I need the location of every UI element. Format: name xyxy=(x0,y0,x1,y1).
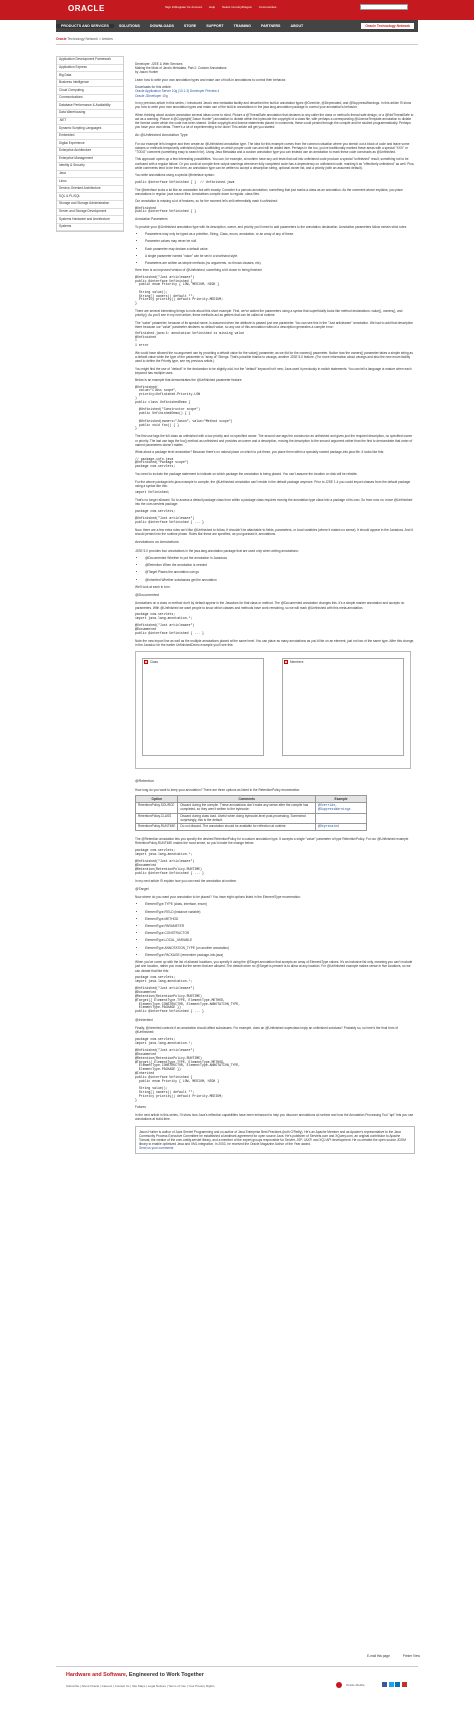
breadcrumb-otn[interactable]: Technology Network xyxy=(67,37,98,41)
section-heading: Futures xyxy=(135,1105,146,1110)
code-block: import Unfinished; xyxy=(135,490,170,495)
paragraph: Here then is an improved version of @Unfinished, something a bit closer to being finished: xyxy=(135,268,263,273)
list-item: • Parameters are written as simple methods (no arguments, no throws clauses, etc). xyxy=(145,261,415,265)
list-item: • Each parameter may declare a default value. xyxy=(145,247,415,251)
sidebar-item[interactable]: Java xyxy=(57,171,123,179)
figure-label: Members xyxy=(290,660,304,665)
list-item: • ElementType.FIELD (instance variable) xyxy=(145,910,415,914)
list-item: • @Retention When the annotation is needed xyxy=(145,563,415,567)
breadcrumb-brand[interactable]: Oracle xyxy=(56,37,67,41)
oracle-logo[interactable]: ORACLE xyxy=(68,4,105,13)
download-link-oas[interactable]: Oracle Application Server 10g (10.1.3) Developer Preview 4 xyxy=(135,89,220,94)
twitter-icon[interactable] xyxy=(389,1682,394,1687)
table-row: RetentionPolicy.RUNTIME Do not discard. The annotation should be available for reflection at runtime. @Deprecated xyxy=(136,824,367,831)
footer-tagline: Hardware and Software, Engineered to Work Together xyxy=(66,1672,204,1678)
search-input[interactable] xyxy=(360,4,408,10)
meta-annotations-list xyxy=(145,556,415,582)
sidebar-item[interactable]: Data Warehousing xyxy=(57,110,123,118)
table-header: Option Comments Example xyxy=(136,796,367,803)
paragraph: The @Retention annotation lets you specify the desired RetentionPolicy for a custom annotation type. It accepts a single "value" parameter of type RetentionPolicy. For our @Unfinished example RetentionPolicy.RUNTIME makes the most sense, so you'd make the change below: xyxy=(135,837,409,846)
nav-products[interactable]: PRODUCTS AND SERVICES xyxy=(56,24,114,28)
nav-about[interactable]: ABOUT xyxy=(290,24,304,28)
paragraph: Finally, @Inherited controls if an annotation should affect subclasses. For example, does an @Unfinished superclass imply an unfinished subclass? Probably so, so here's the final form of @Unfinished: xyxy=(135,1026,398,1035)
oracle-mobile-icon xyxy=(336,1682,342,1688)
article-author: by Jason Hunter xyxy=(135,70,159,75)
section-heading: An @Unfinished Annotation Type xyxy=(135,133,188,138)
paragraph: The @interface looks a lot like an annotation but with exactly. Consider it a pseudo-annotation, something that just marks a class as an annotation. As the comment above explains, you place annotations in regular .java source files. Annotations compile down to regular .class files. xyxy=(135,187,403,196)
paragraph: In my previous article in this series, I introduced Java's new metadata facility and described the built-in annotation types @Override, @Deprecated, and @SuppressWarnings. In this article I'll show you how to write your own annotation types and make use of the built-in annotations in the java.lang.annotation package to control your annotation's behavior. xyxy=(135,100,412,110)
sidebar-item[interactable]: Linux xyxy=(57,178,123,186)
list-item: • @Target Places the annotation can go xyxy=(145,570,415,574)
section-heading: @Inherited xyxy=(135,1017,153,1022)
paragraph: To provide your @Unfinished annotation type with its description, owner, and priority you'll need to add parameters to the annotation declaration. Annotation parameters follow certain strict rules: xyxy=(135,224,407,229)
paragraph: This approach opens up a few interesting possibilities. You can, for example, at runtime have any unit tests that call into unfinished code produce a special "unfinished" result, something not to be confused with a regular failure. Or you could at compile time output warnings whenever fully completed code has a dependency on unfinished code, marking it as "effectively unfinished" as well. Plus, while comments tend to be free-form, an annotation type can be written to accept a description string, optional owner list, and a priority (with an assumed default). xyxy=(135,157,415,170)
social-icons xyxy=(382,1682,408,1687)
nav-training[interactable]: TRAINING xyxy=(233,24,251,28)
sidebar-item[interactable]: Business Intelligence xyxy=(57,80,123,88)
table-row: RetentionPolicy.CLASS Discard during class load. Useful when doing bytecode-level post-processing. Somewhat surprisingly, this is the default. xyxy=(136,813,367,824)
list-item: • A single parameter named "value" can be set in a shorthand style. xyxy=(145,254,415,258)
code-block: package com.servlets; import java.lang.annotation.*; @Unfinished("Just articleware") @Documented @Retention(RetentionPolicy.RUNTIME) @Target({ ElementType.TYPE, ElementType.METHOD, ElementType.CONSTRUCTOR, ElementType.ANNOTATION_TYPE, ElementType.PACKAGE }) @Inherited public @interface Unfinished { public enum Priority { LOW, MEDIUM, HIGH } String value(); String[] owners() default ""; Priority priority() default Priority.MEDIUM; } xyxy=(135,1036,241,1102)
element-type-list xyxy=(145,902,415,957)
downloads-label: Downloads for this article: xyxy=(135,85,172,90)
article-intro: Learn how to write your own annotation types and make use of built-in annotations to control their behavior. xyxy=(135,77,287,82)
sidebar-item[interactable]: Dynamic Scripting Languages xyxy=(57,125,123,133)
paragraph: We'll look at each in turn. xyxy=(135,585,171,590)
sidebar-item[interactable]: Communications xyxy=(57,95,123,103)
figure-image-members xyxy=(282,658,404,756)
broken-image-icon: × xyxy=(285,660,287,665)
divider xyxy=(56,44,418,45)
top-bar xyxy=(0,0,474,20)
paragraph: Note the new import line as well as the multiple annotations placed at the same level. You can place as many annotations as you'd like on an element, just not two of the same type. After this change, in the Javadoc for the earlier UnfinishedDemo example you'll see this: xyxy=(135,639,415,648)
article-body xyxy=(135,62,415,1162)
paragraph: That's no longer allowed. So to access a default package class from within a package class requires moving the annotation type class into a package of its own. So from now on, move @Unfinished into the com.servlets package: xyxy=(135,498,413,507)
footer xyxy=(56,1666,418,1702)
otn-button[interactable]: Oracle Technology Network xyxy=(361,23,414,29)
youtube-icon[interactable] xyxy=(402,1682,407,1687)
broken-image-icon: × xyxy=(145,660,147,665)
paragraph: Our annotation is missing a lot of features, so for the moment let's self-referentially mark it unfinished: xyxy=(135,199,278,204)
sidebar-item[interactable]: Application Development Framework xyxy=(57,57,123,65)
comments-link[interactable]: Send us your comments xyxy=(139,1146,174,1151)
page-tools xyxy=(355,1654,420,1658)
list-item: • Parameter values may never be null. xyxy=(145,239,415,243)
sidebar-item[interactable]: Cloud Computing xyxy=(57,87,123,95)
code-block: package com.servlets; import java.lang.annotation.*; @Unfinished("Just articleware") @Documented public @interface Unfinished { ... } xyxy=(135,612,204,636)
code-block: // package-info.java @Unfinished("Package scope") package com.servlets; xyxy=(135,456,189,469)
linkedin-icon[interactable] xyxy=(395,1682,400,1687)
article-header xyxy=(135,62,415,75)
section-heading: Annotation Parameters xyxy=(135,217,168,222)
country-link[interactable]: Select Country/Region xyxy=(222,5,253,9)
figure-label: Class xyxy=(150,660,158,665)
paragraph: When you've come up with the list of allowed locations, you specify it using the @Target annotation that accepts an array of ElementType values. It's an inclusive list only, meaning you can't exclude just one location, rather you must list the seven that are allowed. The default when no @Target is present is to allow at any location. For @Unfinished example makes sense in five locations, so we can dictate that like this: xyxy=(135,960,413,973)
sidebar-item[interactable]: Big Data xyxy=(57,72,123,80)
section-heading: @Documented xyxy=(135,593,160,598)
list-item: • @Inherited Whether subclasses get the annotation xyxy=(145,578,415,582)
list-item: • ElementType.PARAMETER xyxy=(145,924,415,928)
printer-view-link[interactable]: Printer View xyxy=(402,1654,420,1658)
paragraph: Now, there are a few extra rules we'd like @Unfinished to follow. It shouldn't be attachable to fields, parameters, or local variables (where it makes no sense). It should appear in the Javadocs. And it should persist into the runtime phase. Rules like these are specified, as you guessed it, annotations. xyxy=(135,528,413,537)
paragraph: What about a package level annotation? Because there's no natural place on which to put these, you place them within a specially named package-info.java file. It looks like this: xyxy=(135,450,385,455)
facebook-icon[interactable] xyxy=(382,1682,387,1687)
sidebar-item[interactable]: Embedded xyxy=(57,133,123,141)
code-block: package com.servlets; import java.lang.annotation.*; @Unfinished("Just articleware") @Documented @Retention(RetentionPolicy.RUNTIME) public @interface Unfinished { ... } xyxy=(135,847,204,875)
list-item: • ElementType.CONSTRUCTOR xyxy=(145,931,415,935)
downloads-block xyxy=(135,85,415,98)
list-item: • ElementType.ANNOTATION_TYPE (on another annotation) xyxy=(145,946,415,950)
code-block: @Unfinished("Just articleware") public @interface Unfinished { public enum Priority { LOW, MEDIUM, HIGH } String value(); String[] owners() default ""; Priority priority() default Priority.MEDIUM; } xyxy=(135,274,223,306)
code-block: package com.servlets; import java.lang.annotation.*; @Unfinished("Just articleware") @Documented @Retention(RetentionPolicy.RUNTIME) @Target({ ElementType.TYPE, ElementType.METHOD, ElementType.CONSTRUCTOR, ElementType.ANNOTATION_TYPE, ElementType.PACKAGE }) public @interface Unfinished { ... } xyxy=(135,974,241,1014)
sidebar-item[interactable]: Database Performance & Availability xyxy=(57,102,123,110)
bio-text: Jason Hunter is author of Java Servlet Programming and co-author of Java Enterprise Best Practices (both O'Reilly). He's an Apache Member and as Apache's representative to the Java Community Process Executive Committee he established a landmark agreement for open source Java. He's publisher of Servlets.com and XQuery.com, an original contributor to Apache Tomcat, the creator of the com.oreilly.servlet library, and a member of the expert groups responsible for Servlet, JSP, JAXP, and XQJ API development. He co-created the open source JDOM library to enable optimized Java and XML integration. In 2003, he received the Oracle Magazine Author of the Year award. xyxy=(139,1130,406,1147)
footer-links[interactable]: Subscribe | About Oracle | Careers | Contact Us | Site Maps | Legal Notices | Terms of Use | Your Privacy Rights xyxy=(66,1684,215,1688)
paragraph: Now where do you want your annotation to be placed? You have eight options listed in the ElementType enumeration: xyxy=(135,894,301,899)
breadcrumb: Oracle Technology Network > Articles xyxy=(56,37,113,41)
paragraph: We could have allowed the no-argument use by providing a default value for the value() parameter, as we did for the owners() parameter. Notice how the owners() parameter takes a simple string as a default value while the type of the parameter is "array of" Strings. That's possible thanks to varargs, another J2SE 5.0 feature. (For more information about varargs and also the new enum facility used to define the Priority type, see my previous article.) xyxy=(135,350,413,364)
sidebar-item[interactable]: Service-Oriented Architecture xyxy=(57,186,123,194)
paragraph: The "value" parameter, because of its special name, is assumed when the attribute is passed just one parameter. You can see this in the "Just articleware" annotation. We had to add that description there because our "value" parameter declares no default value, so any use of this annotation without a description generates a compile error: xyxy=(135,320,414,330)
nav-support[interactable]: SUPPORT xyxy=(206,24,224,28)
code-block: public @interface Unfinished { } // Unfinished.java xyxy=(135,179,235,184)
sidebar-item[interactable]: Storage and Storage Administration xyxy=(57,201,123,209)
paragraph: There are several interesting things to note about this short example. First, we've added the parameters using a syntax that superficially looks like method declarations: value(), owners(), and priority(). As you'll see in my next article, these methods act as getters that can be called at runtime. xyxy=(135,309,403,318)
author-bio xyxy=(135,1126,415,1154)
code-block: @Unfinished( value="Class scope", priority=Unfinished.Priority.LOW ) public class UnfinishedDemo { @Unfinished("Constructor scope") public UnfinishedDemo() { } @Unfinished(owners="Jason", value="Method scope") public void foo() { } } xyxy=(135,384,233,431)
sidebar-item[interactable]: Identity & Security xyxy=(57,163,123,171)
table-row: RetentionPolicy.SOURCE Discard during the compile. These annotations don't make any sense after the compile has completed, so they aren't written to the bytecode. @Override, @SuppressWarnings xyxy=(136,803,367,814)
list-item: • @Documented Whether to put the annotation in Javadocs xyxy=(145,556,415,560)
nav-downloads[interactable]: DOWNLOADS xyxy=(149,24,174,28)
utility-links xyxy=(165,5,282,9)
code-block: Unfinished.java:4: annotation Unfinished is missing value @Unfinished ^ 1 error xyxy=(135,331,245,347)
paragraph: For the above package-info.java example to compile, the @Unfinished annotation can't reside in the default package anymore. Prior to J2SE 1.4 you could import classes from the default package using a syntax like this: xyxy=(135,479,411,488)
article-title: Making the Most of Java's Metadata, Part 2: Custom Annotations xyxy=(135,66,227,71)
paragraph: In the next article in this series, I'll show how Java's reflection capabilities have been enhanced to help you discover annotations at runtime and how the Annotation Processing Tool "apt" lets you use annotations at build-time. xyxy=(135,1112,414,1122)
breadcrumb-articles[interactable]: Articles xyxy=(101,37,113,41)
paragraph: Annotations on a class or method don't by default appear in the Javadocs for that class or method. The @Documented annotation changes this. It's a simple marker annotation and accepts no parameters. With @Unfinished we want people to know which classes and methods have work remaining, so we will mark @Unfinished with this meta-annotation. xyxy=(135,601,405,610)
communities-link[interactable]: Communities xyxy=(258,5,277,9)
javadoc-figure xyxy=(135,651,411,769)
download-link-jdev[interactable]: Oracle JDeveloper 10g xyxy=(135,93,168,98)
sidebar-item[interactable]: Enterprise Management xyxy=(57,156,123,164)
signin-link[interactable]: Sign In/Register for Account xyxy=(165,5,203,9)
code-block: package com.servlets; @Unfinished("Just articleware") public @interface Unfinished { ... } xyxy=(135,508,204,525)
section-heading: @Target xyxy=(135,886,149,891)
list-item: • ElementType.METHOD xyxy=(145,917,415,921)
code-block: @Unfinished public @interface Unfinished { } xyxy=(135,205,197,214)
sidebar-item[interactable]: Application Express xyxy=(57,65,123,73)
nav-store[interactable]: STORE xyxy=(183,24,197,28)
sidebar-item[interactable]: Server and Storage Development xyxy=(57,209,123,217)
nav-solutions[interactable]: SOLUTIONS xyxy=(118,24,140,28)
sidebar xyxy=(56,56,124,232)
list-item: • Parameters may only be typed as a primitive, String, Class, enum, annotation, or an array of any of these. xyxy=(145,232,415,236)
oracle-mobile-link[interactable]: Oracle Mobile xyxy=(346,1683,365,1687)
sidebar-item[interactable]: .NET xyxy=(57,118,123,126)
rules-list xyxy=(145,232,415,265)
paragraph: You might find the use of "default" in the declaration to be slightly odd, but the "default" keyword isn't new; Java used it previously in switch statements. You can tell a language is mature when each keyword has multiple uses. xyxy=(135,366,412,375)
sidebar-item[interactable]: Systems xyxy=(57,224,123,232)
nav-partners[interactable]: PARTNERS xyxy=(260,24,281,28)
paragraph: The first use tags the full class as unfinished with a low priority and no specified owner. The second use tags the constructor as unfinished and gives just the required description, no specified owner or priority. The last use tags the foo() method as unfinished and provides an owner and a description, moving the description to the second argument rather than the first to demonstrate that order of named parameters doesn't matter. xyxy=(135,434,413,447)
paragraph: You need to include the package statement to indicate on which package the annotation is being placed. You can't assume the location on disk will be reliable. xyxy=(135,472,358,477)
retention-table xyxy=(135,795,367,831)
paragraph: Below is an example that demonstrates the @Unfinished parameter feature: xyxy=(135,378,243,383)
sidebar-item[interactable]: Digital Experience xyxy=(57,140,123,148)
section-heading: @Retention xyxy=(135,779,155,784)
list-item: • ElementType.PACKAGE (remember package-info.java) xyxy=(145,953,415,957)
list-item: • ElementType.TYPE (class, interface, enum) xyxy=(145,902,415,906)
section-heading: Annotations on Annotations xyxy=(135,540,179,545)
paragraph: When thinking about custom annotation several ideas come to mind. Picture a @ThreadSafe annotation that declares to any caller the class or method's thread safe design, or a @NotThreadSafe to act as a warning. Picture a @Copyright("Jason Hunter") annotation to dictate within the bytecode the copyright of a class file, with perhaps a corresponding @LicenseTemplate annotation to dictate the license under which the code has been shared. Unlike copyright and license statements placed in comments, these could persist through the compile and be studied programmatically. Perhaps you have your own ideas. There's a lot of experimenting to be done! This article will get you started. xyxy=(135,112,414,130)
paragraph: In my next article I'll explain how you can read the annotation at runtime. xyxy=(135,878,237,883)
paragraph: How long do you want to keep your annotation? There are three options as listed in the RetentionPolicy enumeration: xyxy=(135,787,301,792)
main-nav xyxy=(56,20,418,32)
email-page-link[interactable]: E-mail this page xyxy=(367,1654,390,1658)
sidebar-item[interactable]: SQL & PL/SQL xyxy=(57,193,123,201)
sidebar-item[interactable]: Systems Hardware and Architecture xyxy=(57,216,123,224)
paragraph: You write annotations using a special @interface syntax: xyxy=(135,173,215,178)
sidebar-item[interactable]: Enterprise Architecture xyxy=(57,148,123,156)
list-item: • ElementType.LOCAL_VARIABLE xyxy=(145,938,415,942)
help-link[interactable]: Help xyxy=(209,5,216,9)
article-kicker: Developer: J2EE & Web Services xyxy=(135,62,183,66)
paragraph: J2SE 5.0 provides four annotations in the java.lang.annotation package that are used only when writing annotations: xyxy=(135,548,299,553)
paragraph: For our example let's imagine and then create an @Unfinished annotation type. The idea for this example comes from the common situation where you stretch out a block of code and leave some classes or methods temporarily unfinished (basic scaffolding on which proper code can and will be added later. Perhaps in the too, you've traditionally marked these areas with a special "XXX" or "TODO" comment (something easy to search for). Using Java Metadata and a custom annotation type you can instead use an annotation to mark these code constructs as @Unfinished. xyxy=(135,141,410,154)
figure-image-class xyxy=(142,658,264,756)
